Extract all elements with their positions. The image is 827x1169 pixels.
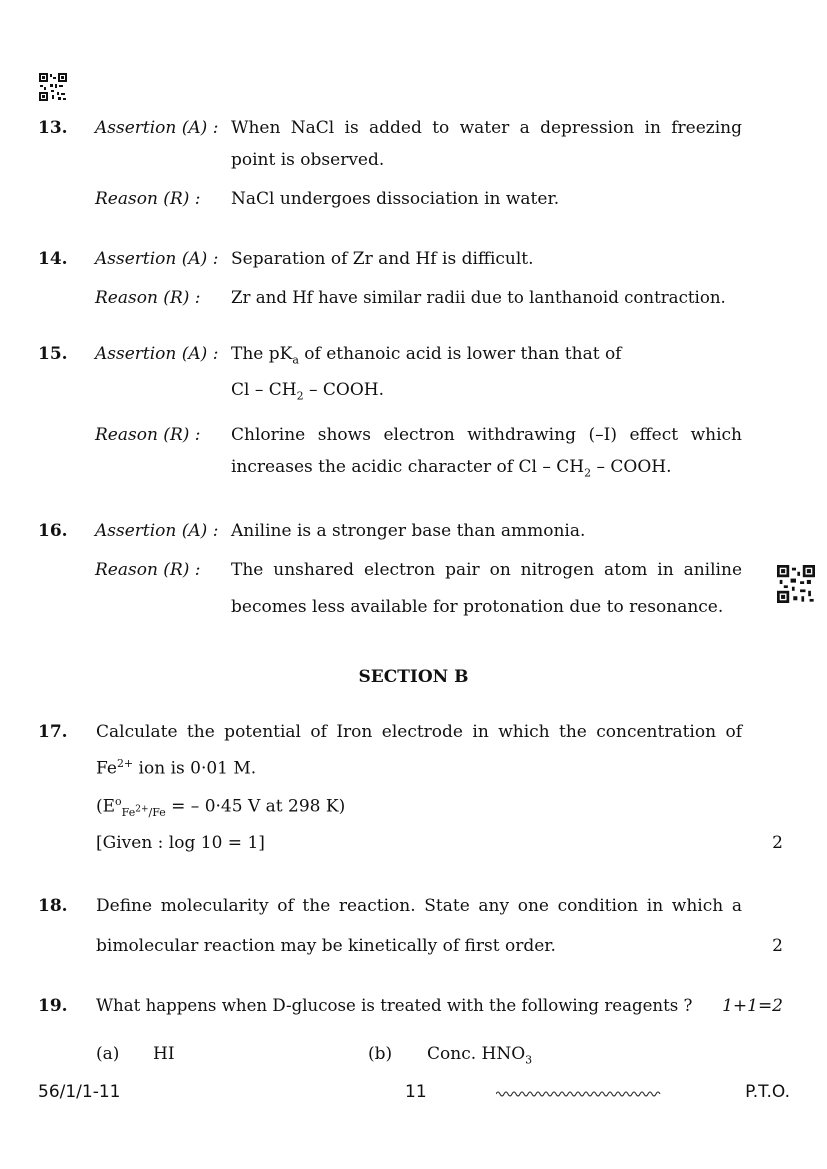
q17-line1: Calculate the potential of Iron electrode in which the concentration of — [96, 722, 742, 742]
q14-reason-label: Reason (R) : — [95, 288, 201, 308]
q16-assertion: Aniline is a stronger base than ammonia. — [231, 521, 586, 541]
q15-reason-line1: Chlorine shows electron withdrawing (–I) effect which — [231, 425, 742, 445]
q18-marks: 2 — [772, 936, 783, 956]
q15-a1-post: of ethanoic acid is lower than that of — [298, 344, 622, 364]
q16-reason-label: Reason (R) : — [95, 560, 201, 580]
q17-fe: Fe — [96, 758, 117, 779]
q13-assertion-line2: point is observed. — [231, 150, 385, 170]
q15-reason-line2 — [231, 457, 671, 479]
footer-page-number: 11 — [405, 1082, 427, 1102]
question-16-number: 16. — [38, 521, 68, 541]
qr-code-right-icon — [777, 565, 815, 603]
q19-option-a: HI — [153, 1044, 175, 1064]
q19-line1: What happens when D-glucose is treated with the following reagents ? — [96, 996, 693, 1015]
wavy-line-icon — [496, 1083, 662, 1103]
q15-assertion-line1 — [231, 344, 621, 366]
q15-assertion-label: Assertion (A) : — [95, 344, 219, 364]
question-18-number: 18. — [38, 896, 68, 916]
question-14-number: 14. — [38, 249, 68, 269]
q19-option-a-label: (a) — [96, 1044, 120, 1064]
q15-a1-pre: The pK — [231, 344, 293, 364]
q13-assertion-line1: When NaCl is added to water a depression in freezing — [231, 118, 742, 138]
q17-l2-post: ion is 0·01 M. — [133, 758, 257, 779]
q19-option-b — [427, 1044, 532, 1066]
q18-line1: Define molecularity of the reaction. State any one condition in which a — [96, 896, 742, 916]
q17-line3 — [96, 795, 345, 819]
q17-e-sub — [122, 806, 166, 819]
q15-a2-sub: 2 — [296, 389, 304, 403]
q17-e-sub-fe: Fe — [121, 806, 136, 820]
q15-a2-post: – COOH. — [303, 380, 385, 400]
section-b-title: SECTION B — [358, 667, 469, 687]
q14-assertion: Separation of Zr and Hf is difficult. — [231, 249, 534, 269]
q14-assertion-label: Assertion (A) : — [95, 249, 219, 269]
q17-l3-post: = – 0·45 V at 298 K) — [165, 796, 346, 817]
q18-line2: bimolecular reaction may be kinetically of first order. — [96, 936, 556, 956]
q19-marks: 1+1=2 — [722, 996, 783, 1016]
question-13-number: 13. — [38, 118, 68, 138]
footer-code: 56/1/1-11 — [38, 1082, 121, 1102]
q19-opt-b-sub: 3 — [525, 1053, 533, 1067]
footer-pto: P.T.O. — [745, 1082, 790, 1102]
q13-reason: NaCl undergoes dissociation in water. — [231, 189, 560, 209]
q17-fe-charge: 2+ — [116, 757, 134, 770]
qr-code-top-icon — [39, 73, 67, 101]
q17-e-sub-charge: 2+ — [135, 804, 149, 815]
q17-line2 — [96, 757, 256, 779]
q16-reason-line2: becomes less available for protonation due to resonance. — [231, 597, 724, 617]
q16-reason-line1: The unshared electron pair on nitrogen atom in aniline — [231, 560, 742, 580]
q16-assertion-label: Assertion (A) : — [95, 521, 219, 541]
question-15-number: 15. — [38, 344, 68, 364]
q15-a2-pre: Cl – CH — [231, 380, 297, 400]
q17-marks: 2 — [772, 833, 783, 853]
question-19-number: 19. — [38, 996, 68, 1016]
q17-e-sup: o — [115, 795, 122, 808]
q15-r2-sub: 2 — [584, 466, 592, 480]
q17-line4: [Given : log 10 = 1] — [96, 833, 265, 853]
question-17-number: 17. — [38, 722, 68, 742]
q15-r2-post: – COOH. — [591, 457, 672, 477]
q15-assertion-line2 — [231, 380, 384, 402]
q19-opt-b-text: Conc. HNO — [427, 1044, 526, 1064]
q15-reason-label: Reason (R) : — [95, 425, 201, 445]
q13-assertion-label: Assertion (A) : — [95, 118, 219, 138]
q14-reason: Zr and Hf have similar radii due to lanthanoid contraction. — [231, 288, 726, 307]
q17-e-sub-fe2: /Fe — [148, 806, 166, 820]
q15-a1-sub: a — [292, 353, 299, 367]
q13-reason-label: Reason (R) : — [95, 189, 201, 209]
q15-r2-pre: increases the acidic character of Cl – CH — [231, 457, 585, 477]
q17-e: (E — [96, 796, 116, 817]
q19-option-b-label: (b) — [368, 1044, 393, 1064]
